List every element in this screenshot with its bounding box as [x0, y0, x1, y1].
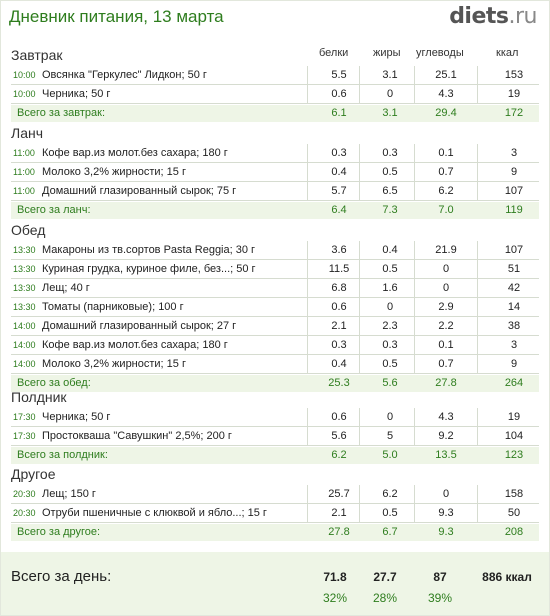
food-protein: 0.3	[331, 339, 347, 351]
food-time: 13:30	[13, 264, 36, 274]
food-row[interactable]	[11, 279, 539, 298]
meal-total-protein: 25.3	[328, 377, 350, 389]
meal-section-title: Ланч	[11, 125, 43, 141]
meal-total-kcal: 172	[504, 107, 524, 119]
food-carbs: 9.3	[438, 507, 454, 519]
meal-total-label: Всего за обед:	[17, 377, 91, 389]
food-row[interactable]	[11, 427, 539, 446]
food-row[interactable]	[11, 408, 539, 427]
day-total-carbs-pct: 39%	[427, 591, 453, 605]
food-fat: 5	[386, 430, 394, 442]
food-kcal: 158	[504, 488, 524, 500]
column-header-kcal: ккал	[496, 47, 519, 59]
column-divider	[307, 298, 308, 316]
day-total-protein-pct: 32%	[322, 591, 348, 605]
food-row[interactable]	[11, 85, 539, 104]
food-name[interactable]: Простокваша "Савушкин" 2,5%; 200 г	[42, 430, 232, 442]
meal-total-kcal: 264	[504, 377, 524, 389]
meal-total-row	[11, 105, 539, 122]
column-divider	[477, 485, 478, 503]
column-divider	[307, 504, 308, 522]
meal-total-fat: 5.0	[382, 449, 398, 461]
food-row[interactable]	[11, 163, 539, 182]
column-divider	[477, 260, 478, 278]
column-divider	[307, 182, 308, 200]
column-divider	[307, 427, 308, 445]
column-divider	[477, 317, 478, 335]
food-name[interactable]: Лещ; 150 г	[42, 488, 96, 500]
column-divider	[477, 66, 478, 84]
meal-total-fat: 6.7	[382, 526, 398, 538]
meal-total-row	[11, 202, 539, 219]
food-fat: 1.6	[382, 282, 398, 294]
column-divider	[307, 485, 308, 503]
column-divider	[477, 427, 478, 445]
meal-total-carbs: 7.0	[438, 204, 454, 216]
food-carbs: 4.3	[438, 88, 454, 100]
day-total	[1, 552, 549, 615]
column-divider	[477, 144, 478, 162]
food-row[interactable]	[11, 485, 539, 504]
food-name[interactable]: Томаты (парниковые); 100 г	[42, 301, 184, 313]
column-divider	[477, 336, 478, 354]
food-carbs: 2.9	[438, 301, 454, 313]
food-carbs: 21.9	[435, 244, 457, 256]
column-divider	[307, 144, 308, 162]
food-fat: 6.2	[382, 488, 398, 500]
food-kcal: 14	[507, 301, 521, 313]
food-protein: 0.6	[331, 88, 347, 100]
food-fat: 0	[386, 301, 394, 313]
food-carbs: 4.3	[438, 411, 454, 423]
food-protein: 25.7	[328, 488, 350, 500]
food-fat: 2.3	[382, 320, 398, 332]
meal-total-row	[11, 447, 539, 464]
column-divider	[477, 298, 478, 316]
food-fat: 3.1	[382, 69, 398, 81]
food-protein: 0.6	[331, 411, 347, 423]
column-divider	[307, 163, 308, 181]
food-time: 10:00	[13, 70, 36, 80]
food-kcal: 153	[504, 69, 524, 81]
day-total-fat-pct: 28%	[372, 591, 398, 605]
food-time: 11:00	[13, 167, 35, 177]
food-row[interactable]	[11, 241, 539, 260]
food-protein: 2.1	[331, 320, 347, 332]
food-name[interactable]: Домашний глазированный сырок; 75 г	[42, 185, 237, 197]
logo-tld: .ru	[508, 4, 537, 29]
food-fat: 0	[386, 88, 394, 100]
food-name[interactable]: Отруби пшеничные с клюквой и ябло...; 15 г	[42, 507, 267, 519]
food-fat: 0.5	[382, 507, 398, 519]
food-fat: 0	[386, 411, 394, 423]
food-name[interactable]: Домашний глазированный сырок; 27 г	[42, 320, 237, 332]
column-divider	[477, 408, 478, 426]
column-header-carbs: углеводы	[416, 47, 464, 59]
food-name[interactable]: Черника; 50 г	[42, 88, 111, 100]
food-protein: 2.1	[331, 507, 347, 519]
column-divider	[477, 241, 478, 259]
column-divider	[307, 408, 308, 426]
food-time: 17:30	[13, 431, 36, 441]
food-kcal: 3	[510, 147, 518, 159]
food-carbs: 0	[442, 488, 450, 500]
food-time: 11:00	[13, 186, 35, 196]
food-time: 20:30	[13, 489, 36, 499]
column-divider	[477, 504, 478, 522]
food-protein: 0.3	[331, 147, 347, 159]
column-divider	[477, 355, 478, 373]
food-carbs: 2.2	[438, 320, 454, 332]
food-carbs: 0	[442, 282, 450, 294]
food-name[interactable]: Молоко 3,2% жирности; 15 г	[42, 166, 186, 178]
food-protein: 5.5	[331, 69, 347, 81]
food-fat: 0.3	[382, 147, 398, 159]
food-row[interactable]	[11, 355, 539, 374]
food-kcal: 3	[510, 339, 518, 351]
meal-total-fat: 7.3	[382, 204, 398, 216]
food-carbs: 0.7	[438, 166, 454, 178]
column-divider	[477, 85, 478, 103]
food-carbs: 9.2	[438, 430, 454, 442]
column-divider	[477, 279, 478, 297]
day-total-label: Всего за день:	[11, 568, 112, 585]
food-row[interactable]	[11, 336, 539, 355]
meal-total-label: Всего за завтрак:	[17, 107, 106, 119]
food-time: 13:30	[13, 302, 36, 312]
day-total-kcal: 886 ккал	[482, 570, 532, 584]
food-row[interactable]	[11, 182, 539, 201]
column-header-protein: белки	[319, 47, 349, 59]
food-time: 10:00	[13, 89, 36, 99]
food-kcal: 19	[507, 88, 521, 100]
column-divider	[307, 317, 308, 335]
meal-total-row	[11, 524, 539, 541]
column-divider	[307, 66, 308, 84]
food-name[interactable]: Кофе вар.из молот.без сахара; 180 г	[42, 339, 228, 351]
column-divider	[477, 182, 478, 200]
food-kcal: 38	[507, 320, 521, 332]
meal-total-fat: 5.6	[382, 377, 398, 389]
food-name[interactable]: Черника; 50 г	[42, 411, 111, 423]
column-divider	[477, 163, 478, 181]
meal-total-kcal: 123	[504, 449, 524, 461]
food-kcal: 9	[510, 166, 518, 178]
meal-total-protein: 6.2	[331, 449, 347, 461]
food-fat: 0.4	[382, 244, 398, 256]
food-protein: 0.6	[331, 301, 347, 313]
food-time: 11:00	[13, 148, 35, 158]
meal-total-carbs: 9.3	[438, 526, 454, 538]
food-kcal: 50	[507, 507, 521, 519]
column-header-fat: жиры	[373, 47, 401, 59]
food-carbs: 0.7	[438, 358, 454, 370]
meal-section-title: Обед	[11, 222, 46, 238]
food-time: 20:30	[13, 508, 36, 518]
food-row[interactable]	[11, 66, 539, 85]
food-kcal: 51	[507, 263, 521, 275]
meal-total-kcal: 119	[505, 204, 523, 216]
food-fat: 0.5	[382, 358, 398, 370]
meal-total-label: Всего за полдник:	[17, 449, 108, 461]
food-kcal: 42	[507, 282, 521, 294]
column-divider	[307, 336, 308, 354]
column-divider	[307, 241, 308, 259]
food-row[interactable]	[11, 144, 539, 163]
food-row[interactable]	[11, 504, 539, 523]
food-kcal: 9	[510, 358, 518, 370]
food-carbs: 6.2	[438, 185, 454, 197]
food-name[interactable]: Молоко 3,2% жирности; 15 г	[42, 358, 186, 370]
food-name[interactable]: Кофе вар.из молот.без сахара; 180 г	[42, 147, 228, 159]
meal-total-label: Всего за другое:	[17, 526, 101, 538]
food-row[interactable]	[11, 260, 539, 279]
food-name[interactable]: Макароны из тв.сортов Pasta Reggia; 30 г	[42, 244, 256, 256]
meal-total-fat: 3.1	[382, 107, 398, 119]
food-protein: 0.4	[331, 166, 347, 178]
food-carbs: 0.1	[438, 339, 454, 351]
food-kcal: 107	[504, 185, 524, 197]
meal-total-protein: 6.4	[331, 204, 347, 216]
food-name[interactable]: Куриная грудка, куриное филе, без...; 50 г	[42, 263, 256, 275]
meal-total-carbs: 27.8	[435, 377, 457, 389]
food-protein: 11.5	[328, 263, 350, 275]
column-divider	[307, 260, 308, 278]
meal-total-protein: 6.1	[331, 107, 347, 119]
meal-total-kcal: 208	[504, 526, 524, 538]
food-kcal: 104	[504, 430, 524, 442]
food-protein: 6.8	[331, 282, 347, 294]
food-protein: 5.7	[331, 185, 347, 197]
site-logo[interactable]	[449, 4, 537, 29]
meal-section-title: Другое	[11, 466, 56, 482]
food-carbs: 0.1	[438, 147, 454, 159]
food-fat: 0.5	[382, 166, 398, 178]
meal-total-carbs: 29.4	[435, 107, 457, 119]
food-fat: 6.5	[382, 185, 398, 197]
food-fat: 0.3	[382, 339, 398, 351]
food-protein: 0.4	[331, 358, 347, 370]
food-time: 14:00	[13, 321, 36, 331]
meal-total-row	[11, 375, 539, 392]
food-time: 13:30	[13, 245, 36, 255]
food-carbs: 0	[442, 263, 450, 275]
meal-total-protein: 27.8	[328, 526, 350, 538]
day-total-fat: 27.7	[373, 570, 397, 584]
food-name[interactable]: Лещ; 40 г	[42, 282, 90, 294]
column-divider	[307, 355, 308, 373]
food-kcal: 19	[507, 411, 521, 423]
page-title: Дневник питания, 13 марта	[9, 7, 224, 26]
food-time: 14:00	[13, 359, 36, 369]
logo-main: diets	[449, 4, 509, 29]
food-name[interactable]: Овсянка "Геркулес" Лидкон; 50 г	[42, 69, 207, 81]
column-divider	[307, 85, 308, 103]
food-time: 17:30	[13, 412, 36, 422]
day-total-protein: 71.8	[323, 570, 347, 584]
meal-section-title: Завтрак	[11, 47, 63, 63]
food-carbs: 25.1	[435, 69, 457, 81]
food-fat: 0.5	[382, 263, 398, 275]
food-time: 13:30	[13, 283, 36, 293]
food-protein: 3.6	[331, 244, 347, 256]
day-total-carbs: 87	[433, 570, 447, 584]
header	[1, 1, 549, 37]
food-row[interactable]	[11, 298, 539, 317]
food-kcal: 107	[504, 244, 524, 256]
food-protein: 5.6	[331, 430, 347, 442]
food-row[interactable]	[11, 317, 539, 336]
column-divider	[307, 279, 308, 297]
food-time: 14:00	[13, 340, 36, 350]
meal-total-carbs: 13.5	[435, 449, 457, 461]
meal-total-label: Всего за ланч:	[17, 204, 91, 216]
meal-section-title: Полдник	[11, 389, 67, 405]
